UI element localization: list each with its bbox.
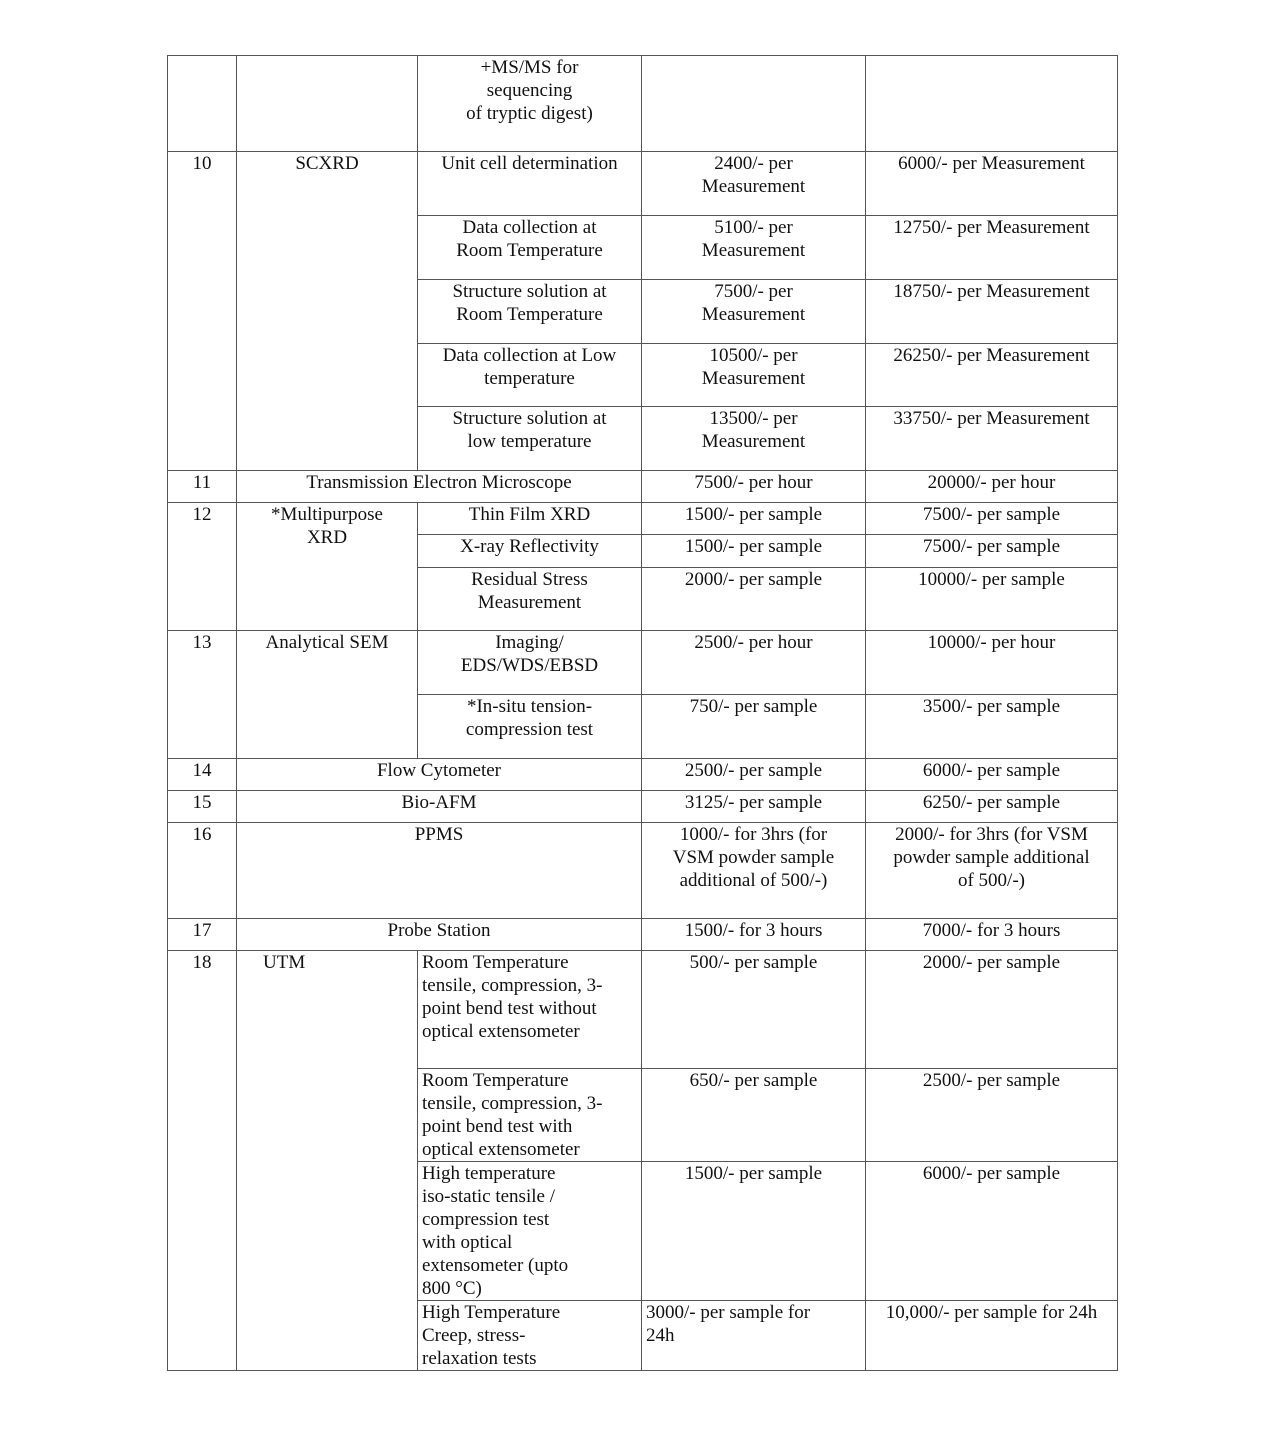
service-cell: Imaging/ EDS/WDS/EBSD <box>418 631 642 695</box>
table-row <box>168 503 1118 535</box>
external-rate-cell: 33750/- per Measurement <box>866 407 1118 471</box>
service-cell: Structure solution at low temperature <box>418 407 642 471</box>
service-cell: Unit cell determination <box>418 152 642 216</box>
external-rate-cell: 10000/- per hour <box>866 631 1118 695</box>
instrument-cell: PPMS <box>237 823 642 919</box>
table-row <box>168 919 1118 951</box>
sno-cell: 13 <box>168 631 237 759</box>
sno-cell: 10 <box>168 152 237 471</box>
external-rate-cell: 10000/- per sample <box>866 568 1118 631</box>
sno-cell: 14 <box>168 759 237 791</box>
external-rate-cell: 6000/- per sample <box>866 1162 1118 1301</box>
service-cell: Data collection at Low temperature <box>418 344 642 407</box>
table-row <box>168 631 1118 695</box>
internal-rate-cell: 500/- per sample <box>642 951 866 1069</box>
external-rate-cell: 6000/- per Measurement <box>866 152 1118 216</box>
internal-rate-cell: 7500/- per hour <box>642 471 866 503</box>
table-row <box>168 56 1118 152</box>
service-cell: +MS/MS for sequencing of tryptic digest) <box>418 56 642 152</box>
internal-rate-cell: 1500/- per sample <box>642 535 866 568</box>
instrument-cell: Flow Cytometer <box>237 759 642 791</box>
internal-rate-cell: 2500/- per hour <box>642 631 866 695</box>
sno-cell: 15 <box>168 791 237 823</box>
service-cell: Structure solution at Room Temperature <box>418 280 642 344</box>
sno-cell: 18 <box>168 951 237 1371</box>
external-rate-cell: 2500/- per sample <box>866 1069 1118 1162</box>
service-cell: Data collection at Room Temperature <box>418 216 642 280</box>
external-rate-cell: 10,000/- per sample for 24h <box>866 1301 1118 1371</box>
internal-rate-cell: 2000/- per sample <box>642 568 866 631</box>
external-rate-cell: 2000/- per sample <box>866 951 1118 1069</box>
internal-rate-cell: 1000/- for 3hrs (for VSM powder sample additional of 500/-) <box>642 823 866 919</box>
tariff-table <box>167 55 1118 1371</box>
sno-cell: 12 <box>168 503 237 631</box>
instrument-cell <box>237 56 418 152</box>
sno-cell: 17 <box>168 919 237 951</box>
external-rate-cell: 18750/- per Measurement <box>866 280 1118 344</box>
internal-rate-cell: 3000/- per sample for 24h <box>642 1301 866 1371</box>
instrument-cell: Bio-AFM <box>237 791 642 823</box>
service-cell: High Temperature Creep, stress- relaxation tests <box>418 1301 642 1371</box>
internal-rate-cell: 10500/- per Measurement <box>642 344 866 407</box>
table-row <box>168 152 1118 216</box>
external-rate-cell: 7500/- per sample <box>866 503 1118 535</box>
external-rate-cell: 3500/- per sample <box>866 695 1118 759</box>
instrument-cell: Analytical SEM <box>237 631 418 759</box>
instrument-cell: Transmission Electron Microscope <box>237 471 642 503</box>
instrument-cell: UTM <box>237 951 418 1371</box>
external-rate-cell: 20000/- per hour <box>866 471 1118 503</box>
instrument-cell: *Multipurpose XRD <box>237 503 418 631</box>
instrument-cell: SCXRD <box>237 152 418 471</box>
instrument-cell: Probe Station <box>237 919 642 951</box>
service-cell: Thin Film XRD <box>418 503 642 535</box>
internal-rate-cell: 1500/- per sample <box>642 503 866 535</box>
external-rate-cell: 7500/- per sample <box>866 535 1118 568</box>
external-rate-cell <box>866 56 1118 152</box>
external-rate-cell: 2000/- for 3hrs (for VSM powder sample additional of 500/-) <box>866 823 1118 919</box>
external-rate-cell: 12750/- per Measurement <box>866 216 1118 280</box>
internal-rate-cell: 1500/- for 3 hours <box>642 919 866 951</box>
internal-rate-cell <box>642 56 866 152</box>
table-row <box>168 759 1118 791</box>
table-row <box>168 471 1118 503</box>
service-cell: Residual Stress Measurement <box>418 568 642 631</box>
service-cell: Room Temperature tensile, compression, 3- point bend test without optical extensometer <box>418 951 642 1069</box>
external-rate-cell: 7000/- for 3 hours <box>866 919 1118 951</box>
service-cell: High temperature iso-static tensile / compression test with optical extensometer (upto 800 °C) <box>418 1162 642 1301</box>
sno-cell: 16 <box>168 823 237 919</box>
external-rate-cell: 6250/- per sample <box>866 791 1118 823</box>
internal-rate-cell: 7500/- per Measurement <box>642 280 866 344</box>
internal-rate-cell: 2500/- per sample <box>642 759 866 791</box>
internal-rate-cell: 2400/- per Measurement <box>642 152 866 216</box>
internal-rate-cell: 13500/- per Measurement <box>642 407 866 471</box>
table-row <box>168 791 1118 823</box>
sno-cell <box>168 56 237 152</box>
internal-rate-cell: 750/- per sample <box>642 695 866 759</box>
external-rate-cell: 26250/- per Measurement <box>866 344 1118 407</box>
external-rate-cell: 6000/- per sample <box>866 759 1118 791</box>
service-cell: Room Temperature tensile, compression, 3- point bend test with optical extensometer <box>418 1069 642 1162</box>
table-row <box>168 951 1118 1069</box>
sno-cell: 11 <box>168 471 237 503</box>
internal-rate-cell: 3125/- per sample <box>642 791 866 823</box>
internal-rate-cell: 5100/- per Measurement <box>642 216 866 280</box>
service-cell: X-ray Reflectivity <box>418 535 642 568</box>
table-row <box>168 823 1118 919</box>
internal-rate-cell: 650/- per sample <box>642 1069 866 1162</box>
internal-rate-cell: 1500/- per sample <box>642 1162 866 1301</box>
service-cell: *In-situ tension- compression test <box>418 695 642 759</box>
